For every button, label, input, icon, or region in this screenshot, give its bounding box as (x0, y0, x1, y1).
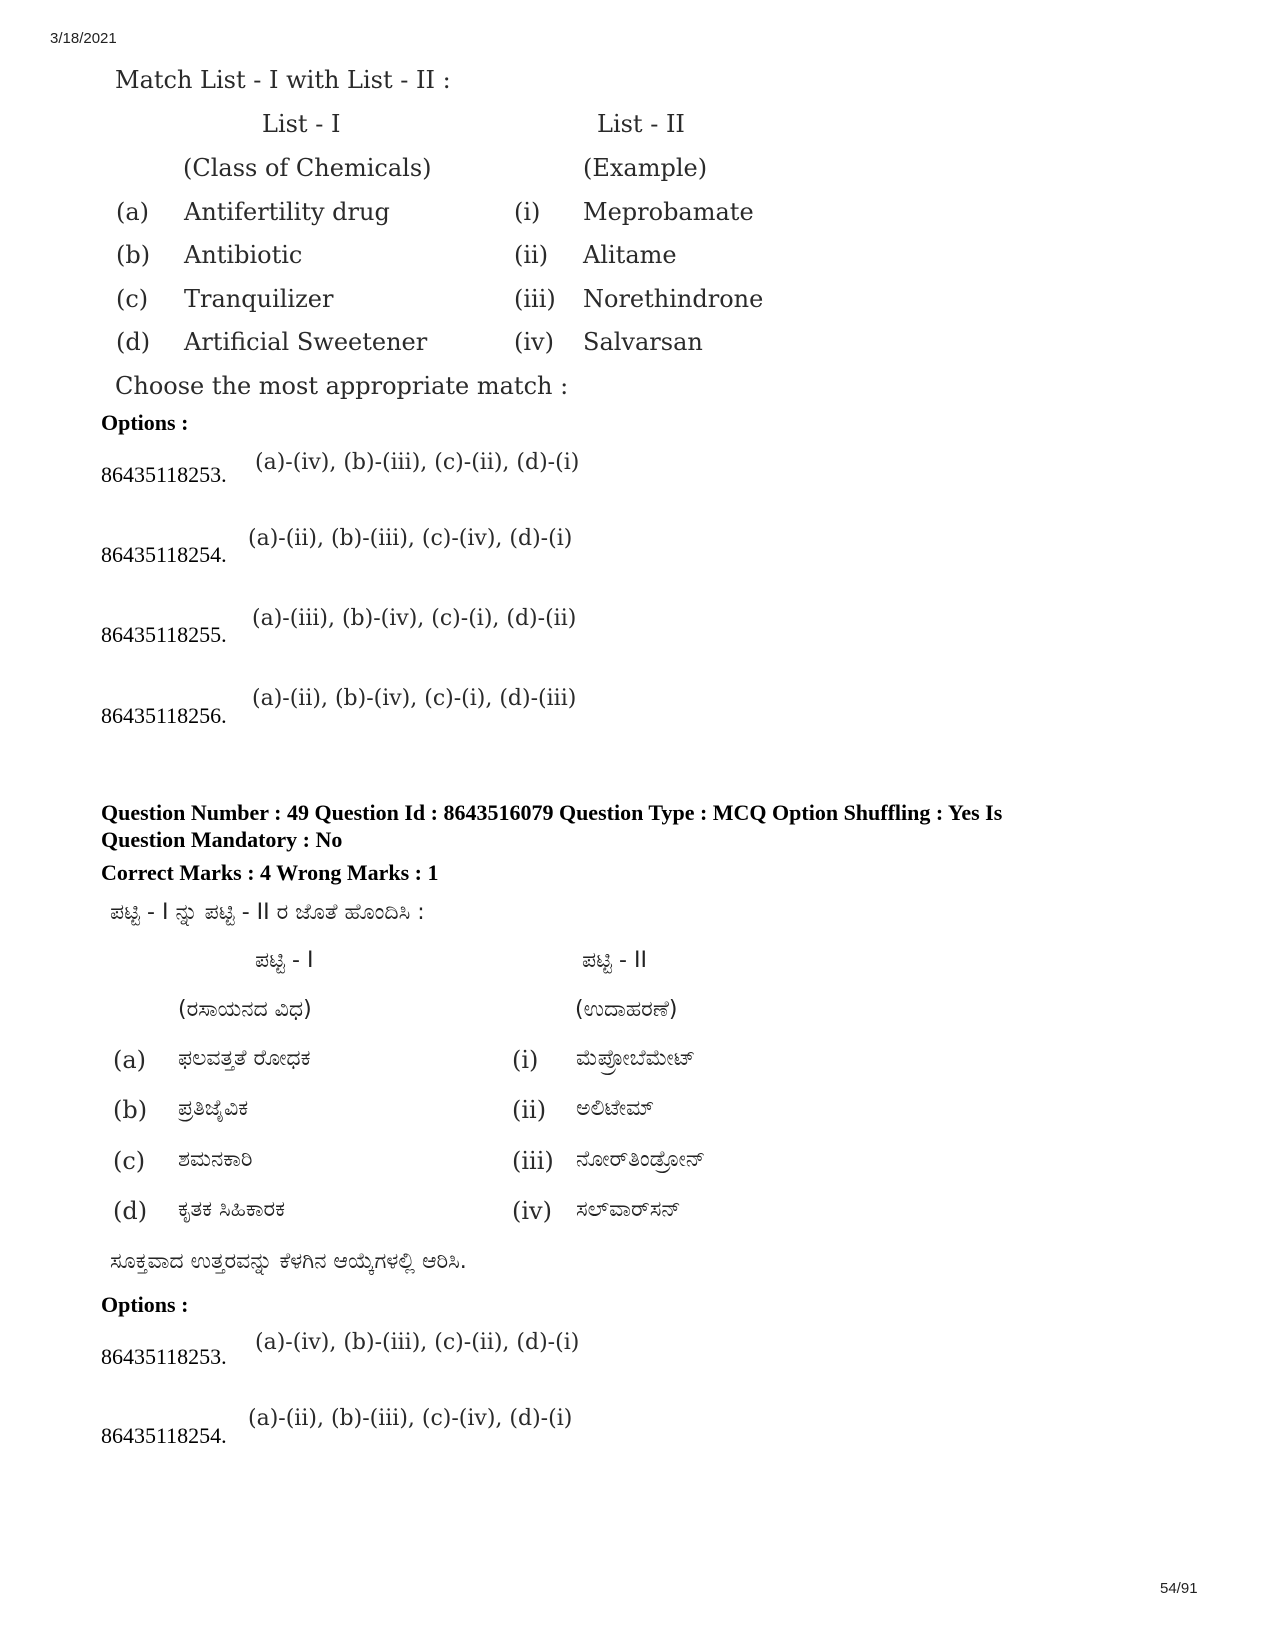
q49-options-label: Options : (101, 1292, 189, 1317)
q48-row-roman: (iii) (514, 285, 556, 313)
q48-row-item: Artificial Sweetener (184, 328, 428, 356)
q49-meta-line1: Question Number : 49 Question Id : 8643516079 Question Type : MCQ Option Shuffling : Yes Is (101, 800, 1003, 825)
option-id: 86435118253. (101, 462, 227, 487)
q49-list2-subtitle: (ಉದಾಹರಣೆ) (575, 997, 678, 1022)
q48-list2-subtitle: (Example) (583, 154, 708, 182)
q48-row-letter: (a) (116, 198, 150, 226)
q49-marks: Correct Marks : 4 Wrong Marks : 1 (101, 860, 439, 885)
q48-row-example: Meprobamate (583, 198, 754, 226)
q49-row-roman: (ii) (512, 1096, 547, 1124)
q49-row-item: ಪ್ರತಿಜೈವಿಕ (178, 1096, 249, 1121)
option-text: (a)-(iv), (b)-(iii), (c)-(ii), (d)-(i) (255, 1330, 580, 1355)
option-id: 86435118253. (101, 1344, 227, 1369)
q48-row-letter: (b) (116, 241, 151, 269)
q48-row-roman: (ii) (514, 241, 549, 269)
q49-row-example: ಮೆಪ್ರೋಬೆಮೇಟ್ (576, 1046, 696, 1071)
q48-row-example: Norethindrone (583, 285, 764, 313)
q49-intro: ಪಟ್ಟಿ - I ನ್ನು ಪಟ್ಟಿ - II ರ ಜೊತೆ ಹೊಂದಿಸಿ : (110, 900, 425, 925)
option-text: (a)-(ii), (b)-(iii), (c)-(iv), (d)-(i) (248, 1406, 573, 1431)
q49-row-item: ಕೃತಕ ಸಿಹಿಕಾರಕ (178, 1197, 286, 1222)
q49-list2-title: ಪಟ್ಟಿ - II (582, 948, 647, 973)
q48-row-item: Antibiotic (184, 241, 303, 269)
q48-row-example: Salvarsan (583, 328, 703, 356)
option-text: (a)-(iii), (b)-(iv), (c)-(i), (d)-(ii) (252, 606, 577, 631)
q49-row-item: ಶಮನಕಾರಿ (178, 1147, 253, 1172)
q48-list1-title: List - I (262, 110, 341, 138)
q48-choose-instruction: Choose the most appropriate match : (115, 372, 569, 400)
option-id: 86435118256. (101, 703, 227, 728)
q49-row-roman: (i) (512, 1046, 539, 1074)
q48-row-roman: (i) (514, 198, 541, 226)
q48-row-roman: (iv) (514, 328, 554, 356)
q48-row-letter: (d) (116, 328, 151, 356)
q49-row-letter: (a) (113, 1046, 147, 1074)
q48-options-label: Options : (101, 410, 189, 435)
q49-row-roman: (iii) (512, 1147, 554, 1175)
q49-choose-instruction: ಸೂಕ್ತವಾದ ಉತ್ತರವನ್ನು ಕೆಳಗಿನ ಆಯ್ಕೆಗಳಲ್ಲಿ ಆರಿಸಿ. (110, 1249, 467, 1274)
option-id: 86435118254. (101, 542, 227, 567)
page-number: 54/91 (1160, 1580, 1198, 1597)
q49-row-example: ನೋರ್‌ತಿಂಡ್ರೋನ್ (576, 1147, 706, 1172)
print-date: 3/18/2021 (50, 30, 117, 47)
q49-meta-line2: Question Mandatory : No (101, 827, 343, 852)
q49-row-item: ಫಲವತ್ತತೆ ರೋಧಕ (178, 1046, 311, 1071)
q48-intro: Match List - I with List - II : (115, 66, 451, 94)
q48-row-item: Antifertility drug (184, 198, 390, 226)
q48-list2-title: List - II (597, 110, 685, 138)
q49-list1-title: ಪಟ್ಟಿ - I (255, 948, 314, 973)
q49-row-example: ಸಲ್‌ವಾರ್‌ಸನ್ (576, 1197, 681, 1222)
q49-row-roman: (iv) (512, 1197, 552, 1225)
q49-row-letter: (d) (113, 1197, 148, 1225)
q48-row-letter: (c) (116, 285, 149, 313)
q49-row-letter: (c) (113, 1147, 146, 1175)
q49-row-letter: (b) (113, 1096, 148, 1124)
q49-row-example: ಅಲಿಟೇಮ್ (576, 1096, 655, 1121)
option-text: (a)-(ii), (b)-(iv), (c)-(i), (d)-(iii) (252, 686, 577, 711)
option-text: (a)-(ii), (b)-(iii), (c)-(iv), (d)-(i) (248, 526, 573, 551)
q48-row-example: Alitame (583, 241, 677, 269)
q48-row-item: Tranquilizer (184, 285, 334, 313)
option-id: 86435118254. (101, 1423, 227, 1448)
option-id: 86435118255. (101, 622, 227, 647)
option-text: (a)-(iv), (b)-(iii), (c)-(ii), (d)-(i) (255, 450, 580, 475)
q49-list1-subtitle: (ರಸಾಯನದ ವಿಧ) (178, 997, 312, 1022)
q48-list1-subtitle: (Class of Chemicals) (183, 154, 432, 182)
